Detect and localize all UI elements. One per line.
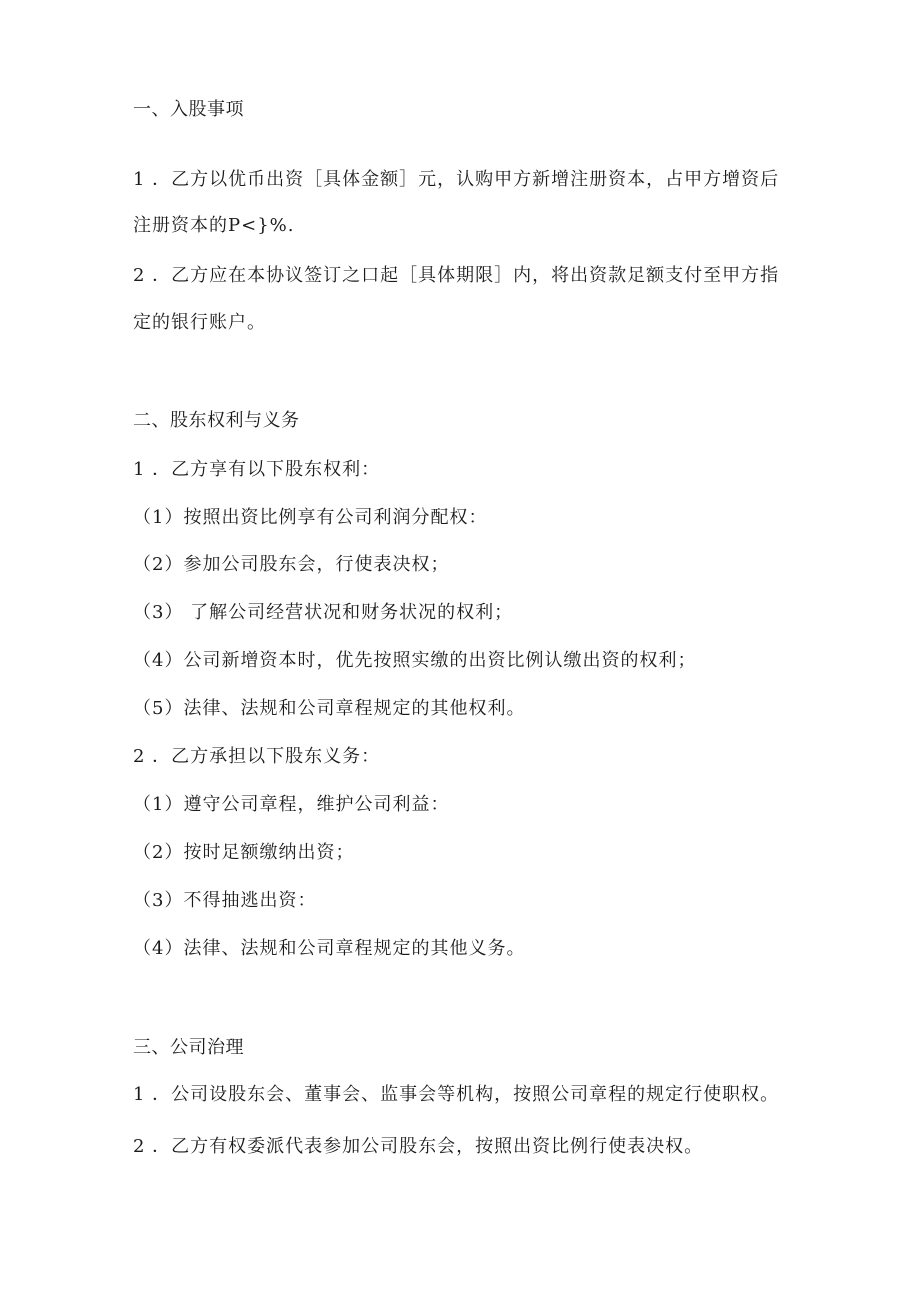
- paragraph-line: 注册资本的P<}%.: [133, 215, 295, 236]
- paragraph-line: 定的银行账户。: [133, 312, 266, 333]
- list-item: （3）不得抽逃出资：: [133, 890, 317, 911]
- list-item: （2）参加公司股东会，行使表决权；: [133, 554, 450, 575]
- paragraph-line: 1 ．乙方享有以下股东权利：: [133, 459, 381, 480]
- list-item: （2）按时足额缴纳出资；: [133, 842, 355, 863]
- paragraph-line: 1 ．公司设股东会、董事会、监事会等机构，按照公司章程的规定行使职权。: [133, 1084, 780, 1105]
- list-item: （4）法律、法规和公司章程规定的其他义务。: [133, 938, 526, 959]
- paragraph-line: 1 ．乙方以优币出资［具体金额］元，认购甲方新增注册资本，占甲方增资后: [133, 169, 780, 190]
- list-item: （1）遵守公司章程，维护公司利益：: [133, 794, 450, 815]
- list-item: （4）公司新增资本时，优先按照实缴的出资比例认缴出资的权利；: [133, 650, 697, 671]
- section-heading-3: 三、公司治理: [133, 1037, 244, 1058]
- section-heading-1: 一、入股事项: [133, 99, 244, 120]
- list-item: （1）按照出资比例享有公司利润分配权：: [133, 507, 488, 528]
- list-item: （3） 了解公司经营状况和财务状况的权利；: [133, 602, 514, 623]
- section-heading-2: 二、股东权利与义务: [133, 410, 300, 431]
- paragraph-line: 2 ．乙方有权委派代表参加公司股东会，按照出资比例行使表决权。: [133, 1136, 704, 1157]
- paragraph-line: 2 ．乙方应在本协议签订之口起［具体期限］内，将出资款足额支付至甲方指: [133, 265, 780, 286]
- paragraph-line: 2 ．乙方承担以下股东义务：: [133, 746, 381, 767]
- list-item: （5）法律、法规和公司章程规定的其他权利。: [133, 698, 526, 719]
